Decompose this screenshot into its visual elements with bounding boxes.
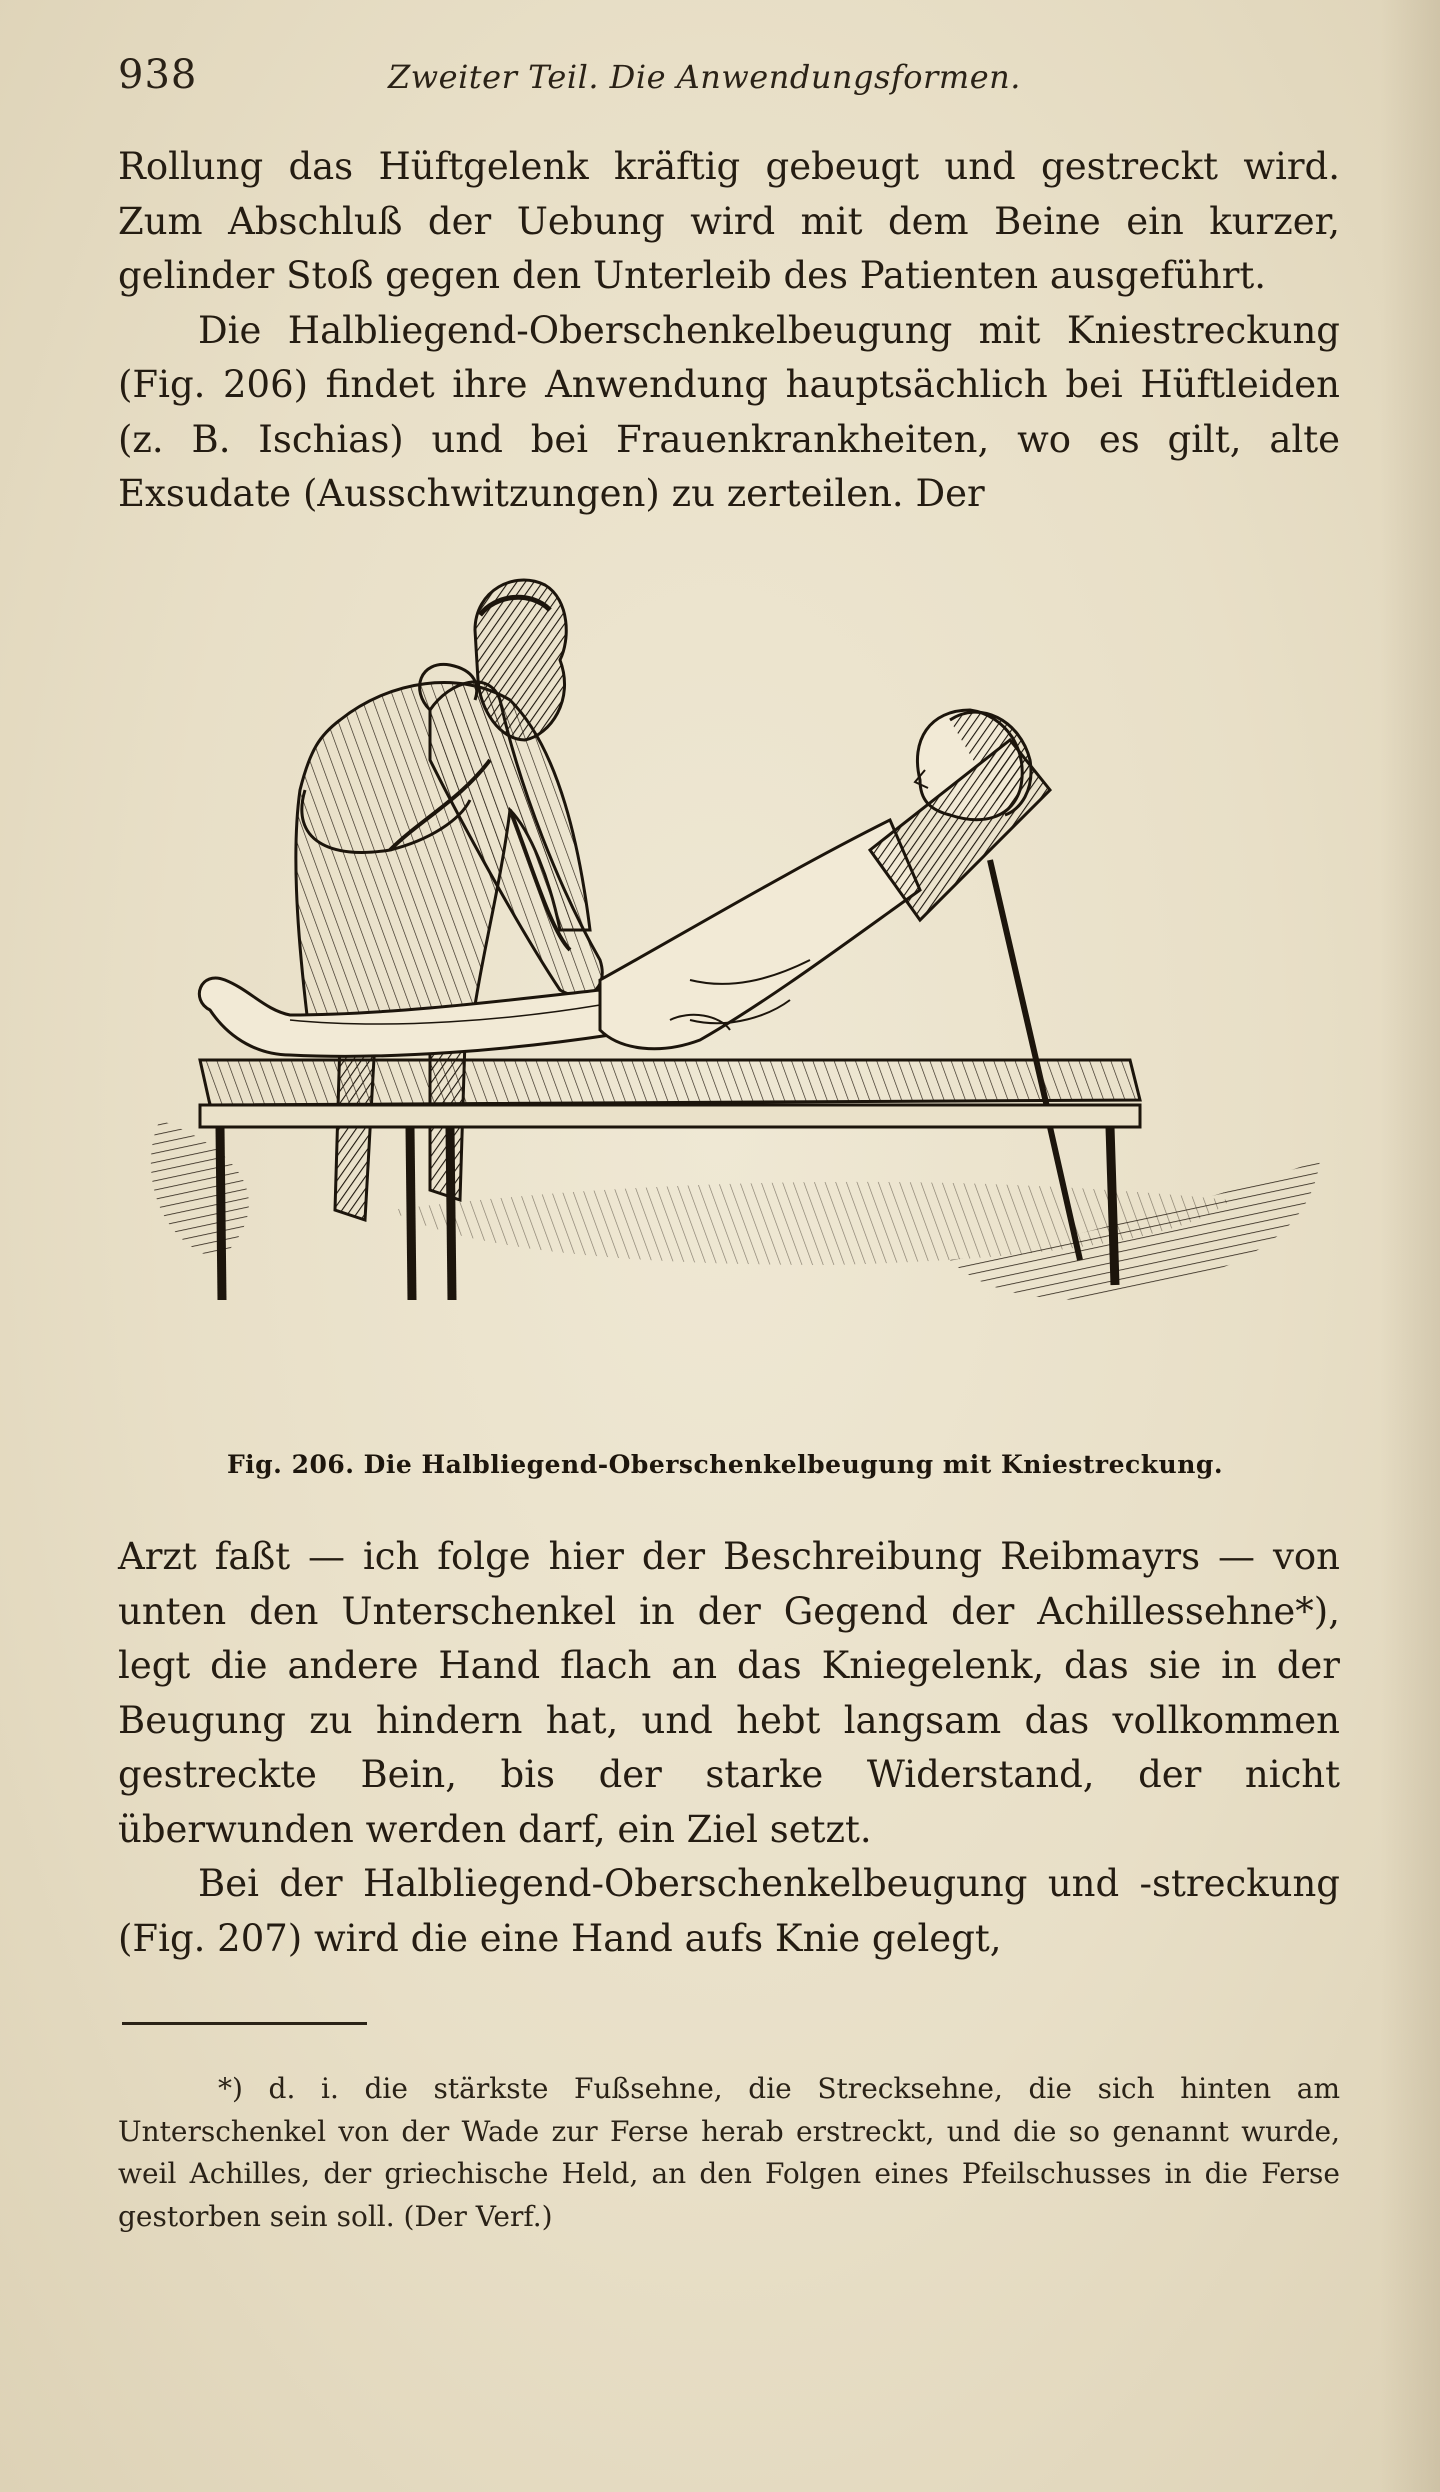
running-head xyxy=(118,52,1340,112)
paragraph: Die Halbliegend-Oberschenkelbeugung mit Kniestreckung (Fig. 206) findet ihre Anwendung hauptsächlich bei Hüftleiden (z. B. Ischias) und bei Frauenkrankheiten, wo es gilt, alte Exsudate (Ausschwitzungen) zu zerteilen. Der xyxy=(118,308,1340,515)
body-text-top xyxy=(118,140,1340,522)
paragraph: Rollung das Hüftgelenk kräftig gebeugt und gestreckt wird. Zum Abschluß der Uebung wird mit dem Beine ein kurzer, gelinder Stoß gegen den Unterleib des Patienten ausgeführt. xyxy=(118,145,1340,297)
body-text-bottom xyxy=(118,1530,1340,1966)
floor-shadow xyxy=(151,1120,1320,1300)
page-edge-shadow xyxy=(1380,0,1440,2492)
paragraph: Bei der Halbliegend-Oberschenkelbeugung und -streckung (Fig. 207) wird die eine Hand aufs Knie gelegt, xyxy=(118,1862,1340,1960)
footnote-text: *) d. i. die stärkste Fußsehne, die Strecksehne, die sich hinten am Unterschenkel von der Wade zur Ferse herab erstreckt, und die so genannt wurde, weil Achilles, der griechische Held, an den Folgen eines Pfeilschusses in die Ferse gestorben sein soll. (Der Verf.) xyxy=(118,2072,1340,2233)
figure-caption: Fig. 206. Die Halbliegend-Oberschenkelbeugung mit Kniestreckung. xyxy=(226,1450,1224,1479)
running-title: Zweiter Teil. Die Anwendungsformen. xyxy=(388,58,1021,96)
footnote xyxy=(118,2068,1340,2238)
engraving-illustration xyxy=(130,560,1320,1420)
footnote-divider xyxy=(122,2022,367,2025)
page-number: 938 xyxy=(118,52,198,98)
figure-206-illustration xyxy=(130,560,1320,1420)
paragraph: Arzt faßt — ich folge hier der Beschreibung Reibmayrs — von unten den Unterschenkel in der Gegend der Achillessehne*), legt die andere Hand flach an das Kniegelenk, das sie in der Beugung zu hindern hat, und hebt langsam das vollkommen gestreckte Bein, bis der starke Widerstand, der nicht überwunden werden darf, ein Ziel setzt. xyxy=(118,1535,1340,1851)
